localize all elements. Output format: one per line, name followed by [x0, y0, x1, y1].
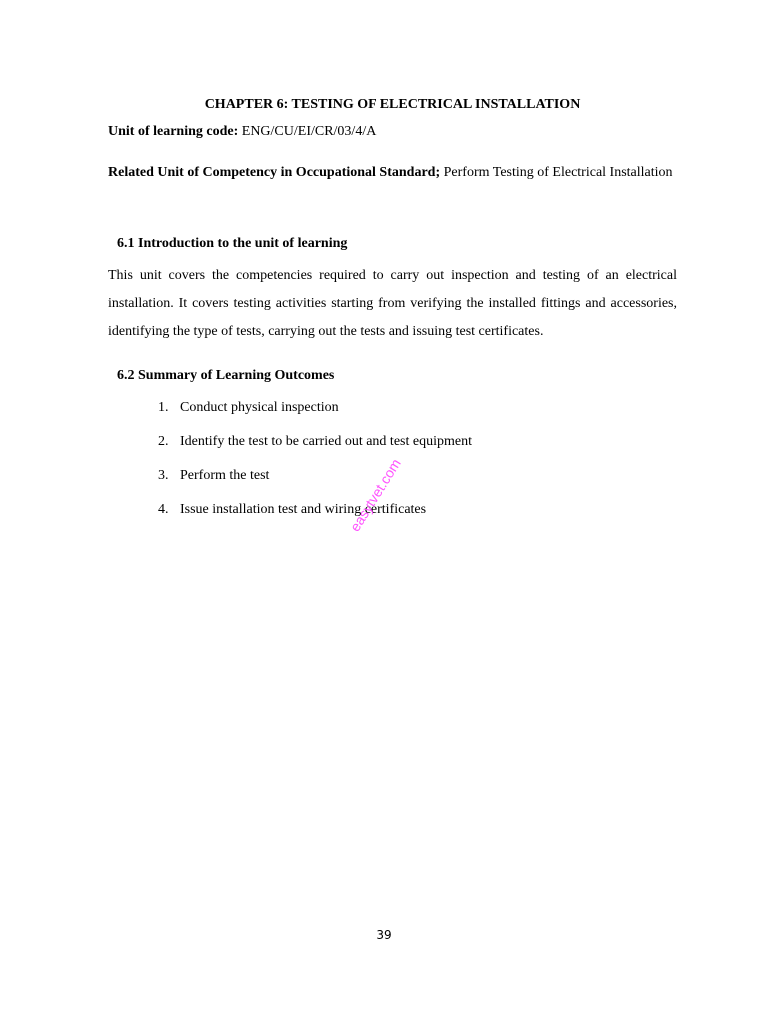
- unit-code-line: [108, 122, 677, 142]
- section-6-1-body: This unit covers the competencies required to carry out inspection and testing of an electrical installation. It covers testing activities starting from verifying the installed fittings and accessories, identifying the type of tests, carrying out the tests and issuing test certificates.: [108, 268, 677, 339]
- list-item: [158, 500, 472, 534]
- chapter-title: CHAPTER 6: TESTING OF ELECTRICAL INSTALLATION: [204, 97, 581, 112]
- list-item: [158, 466, 472, 500]
- section-6-1-heading: 6.1 Introduction to the unit of learning: [117, 236, 348, 251]
- list-item: [158, 432, 472, 466]
- unit-code-label: Unit of learning code:: [108, 124, 239, 139]
- list-item-text: Conduct physical inspection: [180, 400, 339, 415]
- list-item-text: Identify the test to be carried out and test equipment: [180, 434, 472, 449]
- unit-code-value: ENG/CU/EI/CR/03/4/A: [238, 124, 377, 139]
- list-item-text: Perform the test: [180, 468, 270, 483]
- list-item: [158, 398, 472, 432]
- learning-outcomes-list: [158, 398, 472, 534]
- list-item-number: 3.: [158, 468, 169, 483]
- competency-paragraph: [108, 159, 677, 187]
- competency-value: Perform Testing of Electrical Installation: [440, 165, 673, 180]
- competency-label: Related Unit of Competency in Occupational Standard;: [108, 165, 441, 180]
- list-item-number: 4.: [158, 502, 169, 517]
- page-number: 39: [376, 928, 392, 942]
- watermark: easytvet.com: [346, 455, 404, 535]
- section-6-2-heading: 6.2 Summary of Learning Outcomes: [117, 368, 335, 383]
- list-item-number: 1.: [158, 400, 169, 415]
- list-item-number: 2.: [158, 434, 169, 449]
- list-item-text: Issue installation test and wiring certificates: [180, 502, 427, 517]
